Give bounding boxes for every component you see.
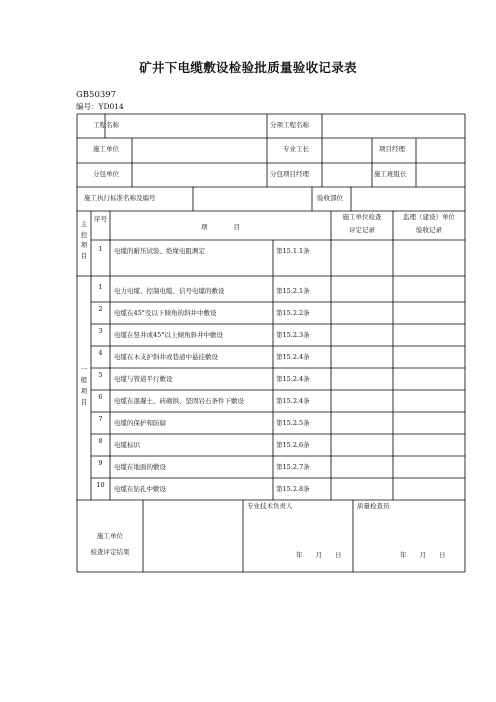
project-name-label: 工程名称 bbox=[93, 121, 119, 129]
supervision-header-1: 监理（建设）单位 bbox=[403, 213, 455, 221]
sub-pm-label: 分包项目经理 bbox=[270, 170, 309, 178]
general-item-no: 8 bbox=[98, 437, 103, 445]
seq-header: 序号 bbox=[94, 215, 107, 223]
general-item-clause: 第15.2.8条 bbox=[276, 485, 310, 493]
date-tech-lead: 年 月 日 bbox=[296, 551, 342, 559]
general-item-no: 5 bbox=[98, 371, 103, 379]
inspection-part-label: 验收部位 bbox=[317, 194, 343, 202]
construction-unit-label: 施工单位 bbox=[93, 145, 119, 153]
general-item-text: 电力电缆、控制电缆、信号电缆的敷设 bbox=[114, 287, 225, 295]
general-item-clause: 第15.2.3条 bbox=[276, 331, 310, 339]
general-item-clause: 第15.2.1条 bbox=[276, 287, 310, 295]
general-item-clause: 第15.2.5条 bbox=[276, 419, 310, 427]
sub-project-label: 分项工程名称 bbox=[270, 121, 309, 129]
construction-check-header-2: 评定记录 bbox=[349, 226, 375, 234]
project-manager-label: 项目经理 bbox=[379, 145, 405, 153]
general-item-clause: 第15.2.4条 bbox=[276, 375, 310, 383]
footer-unit-label-2: 检查评定结果 bbox=[90, 548, 130, 556]
subcontractor-label: 分包单位 bbox=[93, 170, 119, 178]
general-item-no: 1 bbox=[98, 283, 103, 291]
general-item-no: 7 bbox=[98, 415, 103, 423]
supervision-header-2: 验收记录 bbox=[416, 226, 442, 234]
main-item-no: 1 bbox=[98, 245, 103, 253]
general-items-label: 一般项目 bbox=[80, 365, 88, 407]
general-item-text: 电缆在竖井或45°以上倾角斜井中敷设 bbox=[114, 331, 224, 339]
general-item-text: 电缆与管道平行敷设 bbox=[114, 375, 173, 383]
general-item-clause: 第15.2.4条 bbox=[276, 353, 310, 361]
general-item-clause: 第15.2.4条 bbox=[276, 397, 310, 405]
document-title: 矿井下电缆敷设检验批质量验收记录表 bbox=[139, 60, 357, 75]
general-item-no: 3 bbox=[98, 327, 103, 335]
general-item-no: 2 bbox=[98, 305, 103, 313]
general-item-no: 4 bbox=[98, 349, 103, 357]
general-item-no: 10 bbox=[96, 481, 105, 489]
team-leader-label: 施工班组长 bbox=[374, 170, 407, 178]
general-item-clause: 第15.2.2条 bbox=[276, 309, 310, 317]
foreman-label: 专业工长 bbox=[283, 145, 309, 153]
footer-unit-label-1: 施工单位 bbox=[97, 532, 123, 540]
qc-inspector-label: 质量检查员 bbox=[357, 502, 390, 510]
general-item-text: 电缆在木支护斜井或巷道中悬挂敷设 bbox=[114, 353, 218, 361]
general-item-text: 电缆标识 bbox=[114, 441, 140, 449]
general-item-no: 9 bbox=[98, 459, 103, 467]
main-item-text: 电缆的耐压试验、绝缘电阻测定 bbox=[114, 247, 205, 255]
general-item-text: 电缆在混凝土、砖砌拱、坚固岩石条件下敷设 bbox=[114, 397, 244, 405]
construction-check-header-1: 施工单位检查 bbox=[342, 213, 382, 221]
item-header: 项 目 bbox=[201, 223, 240, 231]
standard-number: GB50397 bbox=[76, 90, 117, 100]
general-item-text: 电缆在45°及以下倾角的斜井中敷设 bbox=[114, 309, 217, 317]
main-item-clause: 第15.1.1条 bbox=[276, 247, 310, 255]
general-item-text: 电缆在地面的敷设 bbox=[114, 463, 166, 471]
general-item-clause: 第15.2.6条 bbox=[276, 441, 310, 449]
date-qc-inspector: 年 月 日 bbox=[400, 551, 446, 559]
general-item-text: 电缆在钻孔中敷设 bbox=[114, 485, 166, 493]
general-item-no: 6 bbox=[98, 393, 103, 401]
general-item-text: 电缆的保护和防腐 bbox=[114, 419, 166, 427]
main-control-label: 主控项目 bbox=[80, 220, 88, 261]
general-item-clause: 第15.2.7条 bbox=[276, 463, 310, 471]
tech-lead-label: 专业技术负责人 bbox=[247, 502, 293, 510]
exec-standard-label: 施工执行标准名称及编号 bbox=[84, 194, 156, 202]
form-code: 编号：YD014 bbox=[76, 102, 124, 111]
